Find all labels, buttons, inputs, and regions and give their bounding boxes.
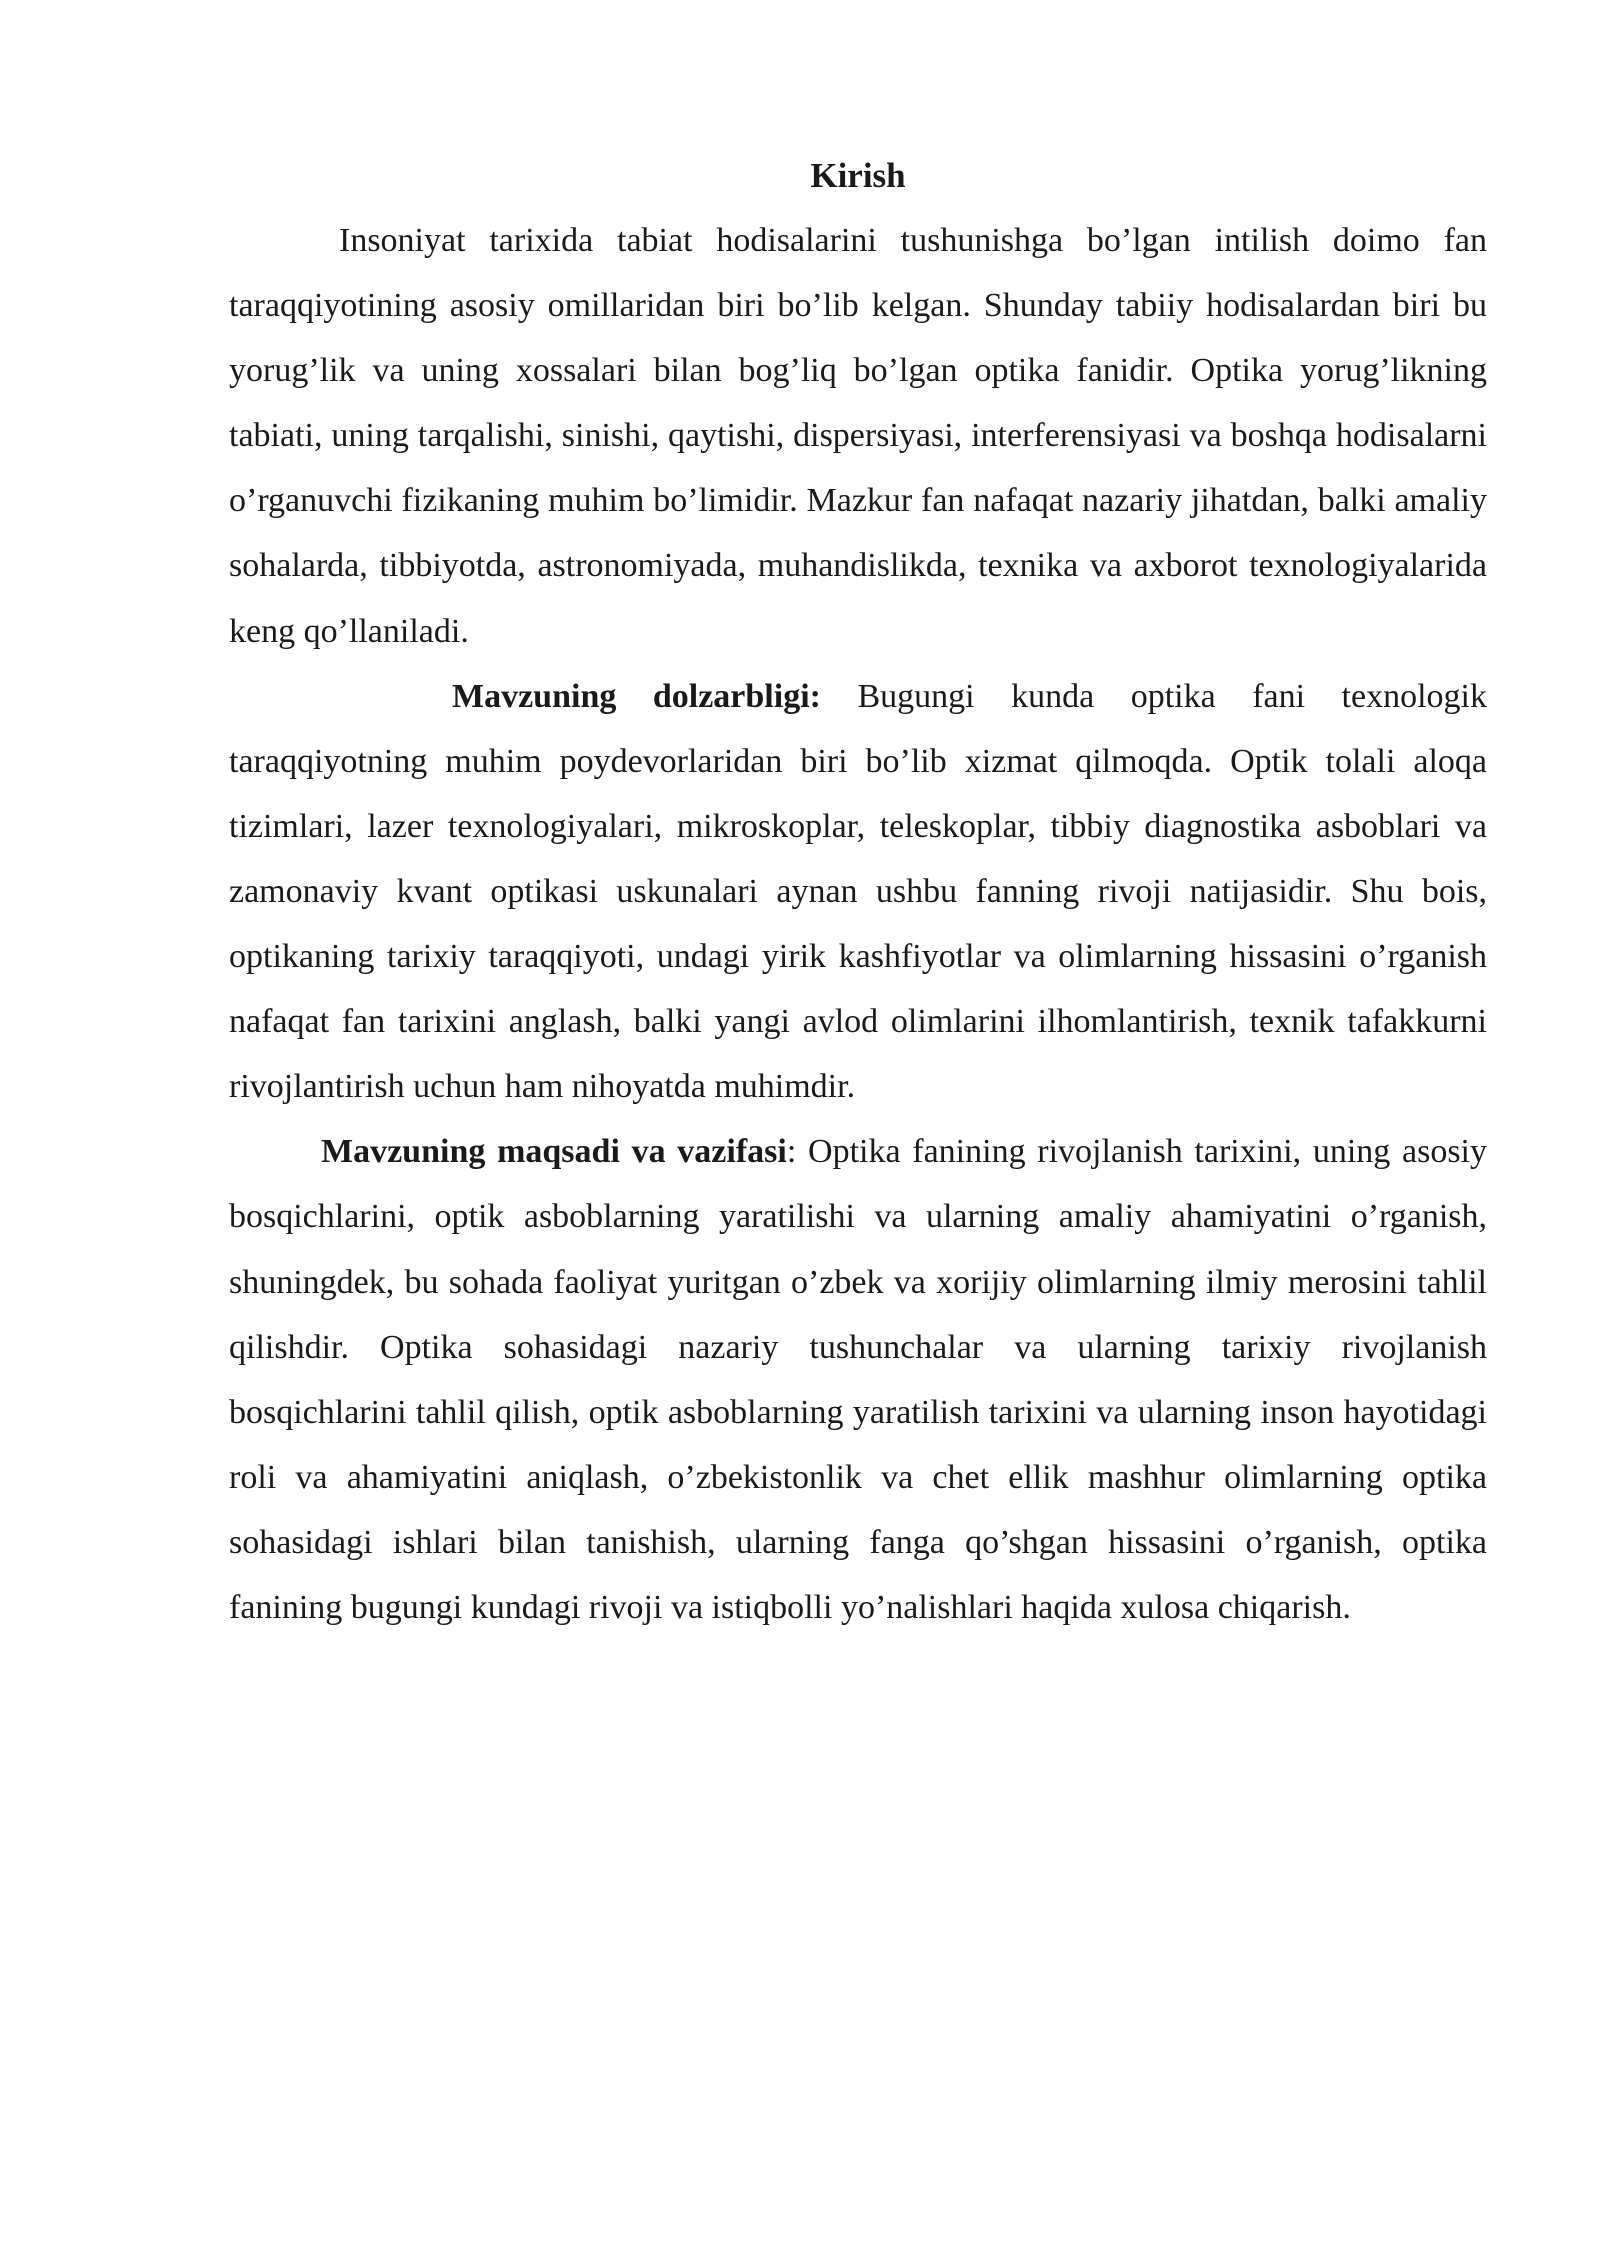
relevance-text: Bugungi kunda optika fani texnologik taraqqiyotning muhim poydevorlaridan biri bo’lib xizmat qilmoqda. Optik tolali aloqa tizimlari, lazer texnologiyalari, mikroskoplar, teleskoplar, tibbiy diagnostika asboblari va zamonaviy kvant optikasi uskunalari aynan ushbu fanning rivoji natijasidir. Shu bois, optikaning tarixiy taraqqiyoti, undagi yirik kashfiyotlar va olimlarning hissasini o’rganish nafaqat fan tarixini anglash, balki yangi avlod olimlarini ilhomlantirish, texnik tafakkurni rivojlantirish uchun ham nihoyatda muhimdir. [229, 677, 1487, 1106]
intro-paragraph: Insoniyat tarixida tabiat hodisalarini tushunishga bo’lgan intilish doimo fan taraqqiyotining asosiy omillaridan biri bo’lib kelgan. Shunday tabiiy hodisalardan biri bu yorug’lik va uning xossalari bilan bog’liq bo’lgan optika fanidir. Optika yorug’likning tabiati, uning tarqalishi, sinishi, qaytishi, dispersiyasi, interferensiyasi va boshqa hodisalarni o’rganuvchi fizikaning muhim bo’limidir. Mazkur fan nafaqat nazariy jihatdan, balki amaliy sohalarda, tibbiyotda, astronomiyada, muhandislikda, texnika va axborot texnologiyalarida keng qo’llaniladi. [229, 222, 1487, 650]
page-title: Kirish [810, 156, 906, 195]
goal-text: : Optika fanining rivojlanish tarixini, uning asosiy bosqichlarini, optik asboblarning yaratilishi va ularning amaliy ahamiyatini o’rganish, shuningdek, bu sohada faoliyat yuritgan o’zbek va xorijiy olimlarning ilmiy merosini tahlil qilishdir. Optika sohasidagi nazariy tushunchalar va ularning tarixiy rivojlanish bosqichlarini tahlil qilish, optik asboblarning yaratilish tarixini va ularning inson hayotidagi roli va ahamiyatini aniqlash, o’zbekistonlik va chet ellik mashhur olimlarning optika sohasidagi ishlari bilan tanishish, ularning fanga qo’shgan hissasini o’rganish, optika fanining bugungi kundagi rivoji va istiqbolli yo’nalishlari haqida xulosa chiqarish. [229, 1133, 1487, 1626]
relevance-label: Mavzuning dolzarbligi: [452, 677, 821, 715]
goal-label: Mavzuning maqsadi va vazifasi [321, 1133, 787, 1171]
relevance-paragraph [229, 664, 1487, 1120]
document-page [229, 148, 1487, 1640]
goal-paragraph [229, 1119, 1487, 1640]
